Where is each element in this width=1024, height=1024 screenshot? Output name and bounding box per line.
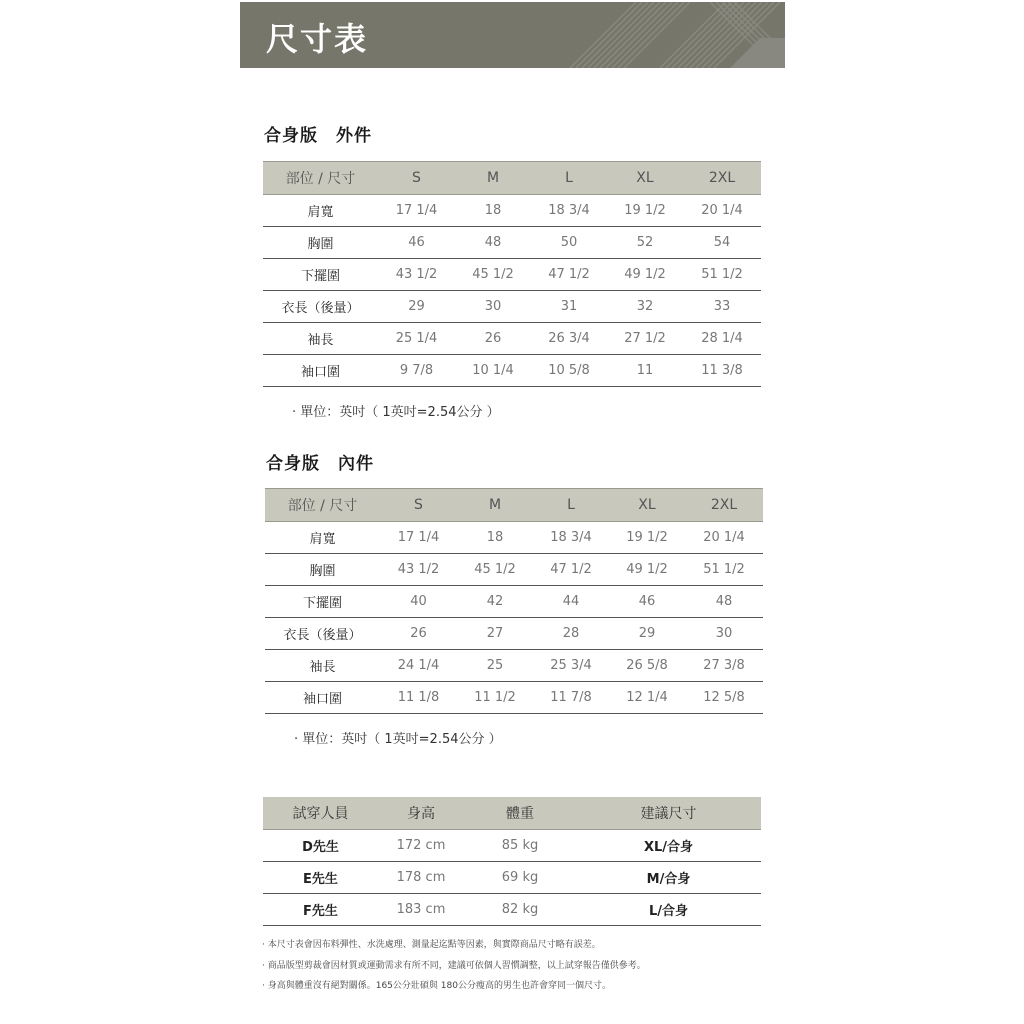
table-cell: 10 5/8: [531, 355, 607, 387]
table-row: [265, 522, 763, 554]
table-cell: 47 1/2: [533, 554, 609, 586]
header-recommended-size: 建議尺寸: [576, 797, 761, 830]
row-label: 袖長: [263, 323, 378, 355]
footnote: · 本尺寸表會因布料彈性、水洗處理、測量起迄點等因素，與實際商品尺寸略有誤差。: [262, 940, 601, 950]
tester-name: E先生: [263, 862, 378, 894]
outer-section-title: 合身版 外件: [264, 126, 372, 146]
recommended-size: M/合身: [576, 862, 761, 894]
row-label: 袖口圍: [263, 355, 378, 387]
table-cell: 20 1/4: [685, 522, 763, 554]
table-cell: 11 7/8: [533, 682, 609, 714]
table-cell: 18: [455, 195, 531, 227]
table-cell: 44: [533, 586, 609, 618]
table-cell: 17 1/4: [378, 195, 455, 227]
table-cell: 11 1/2: [457, 682, 533, 714]
table-cell: 20 1/4: [683, 195, 761, 227]
fit-report-table: [263, 797, 761, 926]
row-label: 衣長（後量）: [265, 618, 380, 650]
outer-unit-note: · 單位：英吋（ 1英吋=2.54公分 ）: [292, 405, 500, 420]
table-cell: 12 5/8: [685, 682, 763, 714]
table-cell: 25 1/4: [378, 323, 455, 355]
table-cell: 172 cm: [378, 830, 464, 862]
table-cell: 27: [457, 618, 533, 650]
inner-section-title: 合身版 內件: [266, 454, 374, 474]
table-cell: 45 1/2: [457, 554, 533, 586]
table-row: [265, 682, 763, 714]
table-cell: 19 1/2: [607, 195, 683, 227]
table-cell: 48: [685, 586, 763, 618]
recommended-size: XL/合身: [576, 830, 761, 862]
table-cell: 27 1/2: [607, 323, 683, 355]
row-label: 胸圍: [265, 554, 380, 586]
header-part-size: 部位 / 尺寸: [265, 489, 380, 522]
table-cell: 31: [531, 291, 607, 323]
table-cell: 26 3/4: [531, 323, 607, 355]
table-row: [265, 586, 763, 618]
table-cell: 85 kg: [464, 830, 576, 862]
table-cell: 51 1/2: [683, 259, 761, 291]
table-cell: 26: [455, 323, 531, 355]
table-cell: 30: [685, 618, 763, 650]
header-xl: XL: [609, 489, 685, 522]
footnote: · 身高與體重沒有絕對關係。165公分壯碩與 180公分瘦高的男生也許會穿同一個尺寸。: [262, 981, 611, 991]
header-xl: XL: [607, 162, 683, 195]
header-s: S: [378, 162, 455, 195]
table-row: [263, 259, 761, 291]
table-cell: 49 1/2: [607, 259, 683, 291]
outer-size-table: [263, 161, 761, 387]
table-cell: 49 1/2: [609, 554, 685, 586]
row-label: 下擺圍: [265, 586, 380, 618]
table-cell: 11 3/8: [683, 355, 761, 387]
table-cell: 24 1/4: [380, 650, 457, 682]
tester-name: F先生: [263, 894, 378, 926]
table-cell: 46: [378, 227, 455, 259]
table-cell: 69 kg: [464, 862, 576, 894]
table-cell: 32: [607, 291, 683, 323]
table-cell: 25 3/4: [533, 650, 609, 682]
table-cell: 26 5/8: [609, 650, 685, 682]
row-label: 胸圍: [263, 227, 378, 259]
table-row: [265, 618, 763, 650]
header-m: M: [455, 162, 531, 195]
table-row: [263, 195, 761, 227]
table-row: [263, 227, 761, 259]
table-cell: 30: [455, 291, 531, 323]
table-cell: 43 1/2: [380, 554, 457, 586]
table-cell: 11: [607, 355, 683, 387]
table-cell: 82 kg: [464, 894, 576, 926]
table-cell: 9 7/8: [378, 355, 455, 387]
table-row: [265, 554, 763, 586]
table-cell: 10 1/4: [455, 355, 531, 387]
table-cell: 50: [531, 227, 607, 259]
table-row: [263, 291, 761, 323]
header-weight: 體重: [464, 797, 576, 830]
table-cell: 183 cm: [378, 894, 464, 926]
table-row: [263, 894, 761, 926]
header-s: S: [380, 489, 457, 522]
table-cell: 178 cm: [378, 862, 464, 894]
table-cell: 28: [533, 618, 609, 650]
table-cell: 52: [607, 227, 683, 259]
table-cell: 28 1/4: [683, 323, 761, 355]
table-cell: 45 1/2: [455, 259, 531, 291]
recommended-size: L/合身: [576, 894, 761, 926]
header-tester: 試穿人員: [263, 797, 378, 830]
table-cell: 17 1/4: [380, 522, 457, 554]
header-height: 身高: [378, 797, 464, 830]
table-cell: 47 1/2: [531, 259, 607, 291]
page-title: 尺寸表: [266, 20, 369, 58]
table-cell: 11 1/8: [380, 682, 457, 714]
footnote: · 商品版型剪裁會因材質或運動需求有所不同，建議可依個人習慣調整，以上試穿報告僅供參考。: [262, 961, 646, 971]
table-cell: 19 1/2: [609, 522, 685, 554]
table-cell: 27 3/8: [685, 650, 763, 682]
table-cell: 25: [457, 650, 533, 682]
table-cell: 40: [380, 586, 457, 618]
header-2xl: 2XL: [683, 162, 761, 195]
row-label: 肩寬: [265, 522, 380, 554]
table-cell: 48: [455, 227, 531, 259]
table-cell: 29: [378, 291, 455, 323]
title-banner: [240, 2, 785, 68]
table-row: [263, 830, 761, 862]
table-cell: 26: [380, 618, 457, 650]
table-cell: 51 1/2: [685, 554, 763, 586]
table-row: [265, 650, 763, 682]
table-cell: 12 1/4: [609, 682, 685, 714]
header-2xl: 2XL: [685, 489, 763, 522]
table-cell: 54: [683, 227, 761, 259]
row-label: 袖長: [265, 650, 380, 682]
row-label: 肩寬: [263, 195, 378, 227]
row-label: 下擺圍: [263, 259, 378, 291]
row-label: 袖口圍: [265, 682, 380, 714]
row-label: 衣長（後量）: [263, 291, 378, 323]
table-row: [263, 862, 761, 894]
header-l: L: [531, 162, 607, 195]
table-row: [263, 323, 761, 355]
table-cell: 43 1/2: [378, 259, 455, 291]
table-row: [263, 355, 761, 387]
table-cell: 33: [683, 291, 761, 323]
table-cell: 42: [457, 586, 533, 618]
header-part-size: 部位 / 尺寸: [263, 162, 378, 195]
table-cell: 18: [457, 522, 533, 554]
inner-unit-note: · 單位：英吋（ 1英吋=2.54公分 ）: [294, 732, 502, 747]
tester-name: D先生: [263, 830, 378, 862]
table-cell: 29: [609, 618, 685, 650]
table-cell: 18 3/4: [531, 195, 607, 227]
inner-size-table: [265, 488, 763, 714]
header-m: M: [457, 489, 533, 522]
table-cell: 18 3/4: [533, 522, 609, 554]
table-cell: 46: [609, 586, 685, 618]
header-l: L: [533, 489, 609, 522]
